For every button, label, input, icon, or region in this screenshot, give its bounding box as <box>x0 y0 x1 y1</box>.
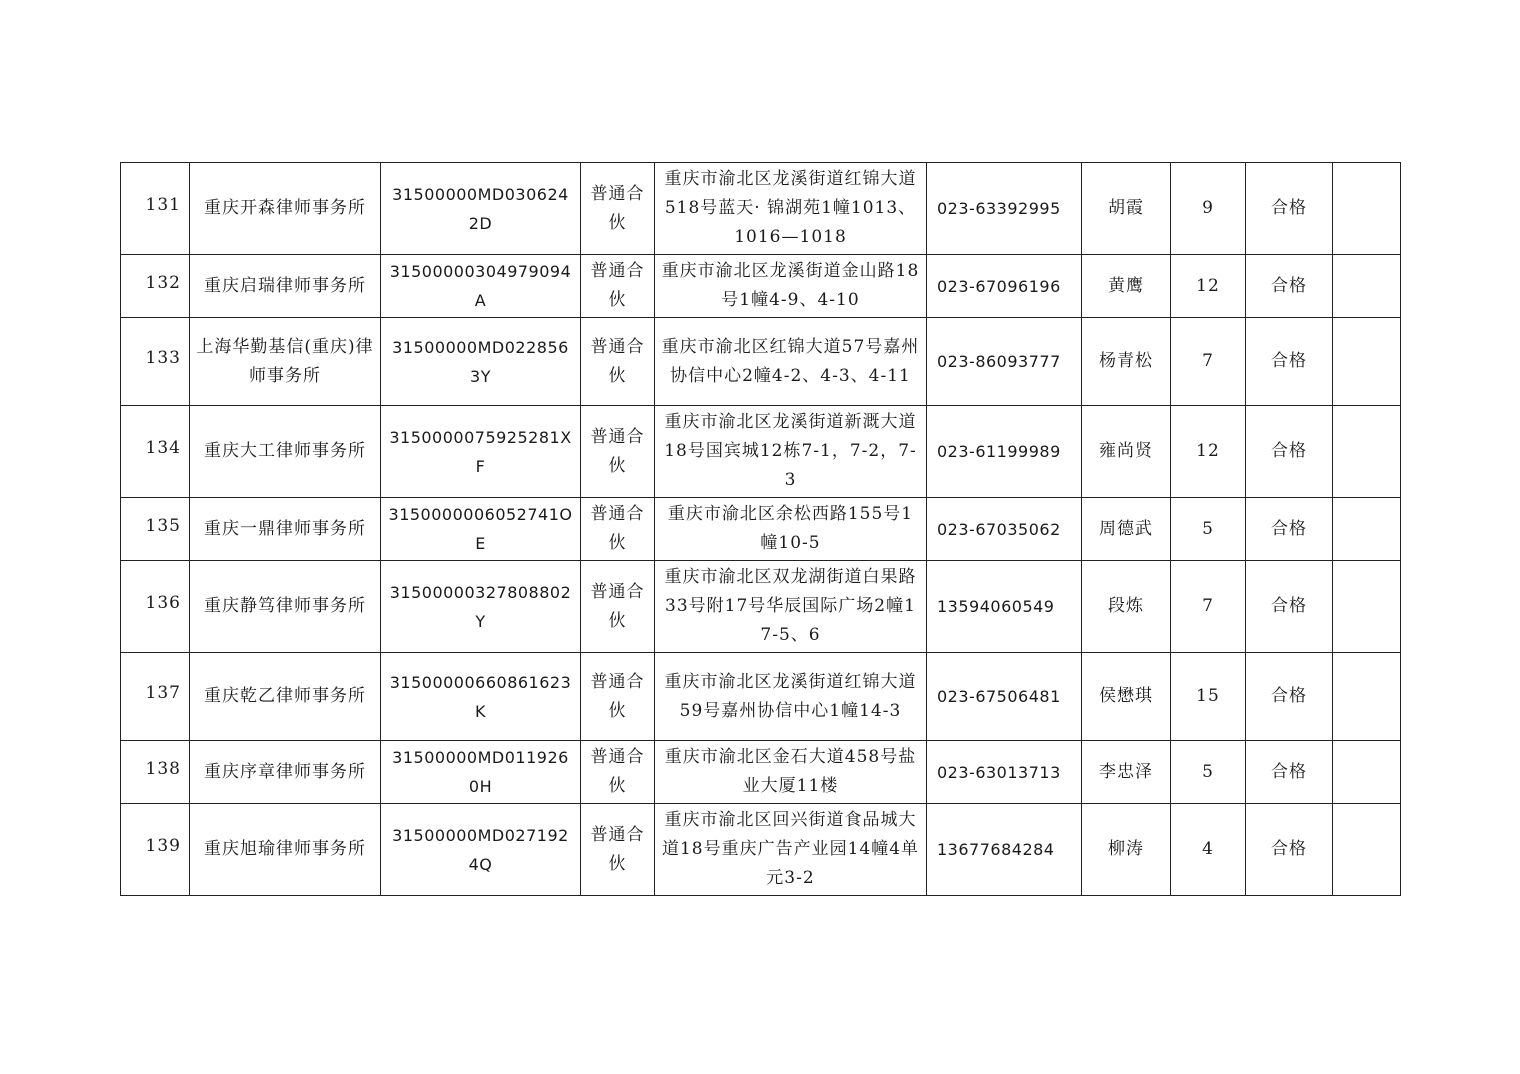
phone-cell: 023-86093777 <box>927 318 1082 406</box>
head-name-cell: 杨青松 <box>1082 318 1171 406</box>
lawyer-count-cell: 9 <box>1171 163 1246 255</box>
result-cell: 合格 <box>1246 561 1333 653</box>
head-name-cell: 黄鹰 <box>1082 255 1171 318</box>
organization-type-cell: 普通合伙 <box>581 406 655 498</box>
note-cell <box>1333 255 1401 318</box>
firm-name-cell: 重庆静笃律师事务所 <box>190 561 381 653</box>
result-cell: 合格 <box>1246 318 1333 406</box>
phone-cell: 023-67035062 <box>927 498 1082 561</box>
firm-name-cell: 上海华勤基信(重庆)律师事务所 <box>190 318 381 406</box>
organization-type-cell: 普通合伙 <box>581 804 655 896</box>
lawyer-count-cell: 12 <box>1171 255 1246 318</box>
phone-cell: 023-63013713 <box>927 741 1082 804</box>
row-number-cell: 132 <box>121 255 190 318</box>
lawyer-count-cell: 5 <box>1171 741 1246 804</box>
table-row <box>121 406 1401 498</box>
credit-code-cell: 31500000660861623K <box>381 653 581 741</box>
credit-code-cell: 31500000304979094A <box>381 255 581 318</box>
row-number-cell: 136 <box>121 561 190 653</box>
lawyer-count-cell: 12 <box>1171 406 1246 498</box>
lawyer-count-cell: 7 <box>1171 561 1246 653</box>
head-name-cell: 侯懋琪 <box>1082 653 1171 741</box>
lawyer-count-cell: 15 <box>1171 653 1246 741</box>
address-cell: 重庆市渝北区双龙湖街道白果路33号附17号华辰国际广场2幢17-5、6 <box>655 561 927 653</box>
row-number-cell: 134 <box>121 406 190 498</box>
note-cell <box>1333 163 1401 255</box>
result-cell: 合格 <box>1246 406 1333 498</box>
phone-cell: 023-63392995 <box>927 163 1082 255</box>
result-cell: 合格 <box>1246 498 1333 561</box>
result-cell: 合格 <box>1246 653 1333 741</box>
result-cell: 合格 <box>1246 741 1333 804</box>
table-row <box>121 653 1401 741</box>
credit-code-cell: 31500000MD0228563Y <box>381 318 581 406</box>
head-name-cell: 周德武 <box>1082 498 1171 561</box>
note-cell <box>1333 318 1401 406</box>
phone-cell: 023-67096196 <box>927 255 1082 318</box>
credit-code-cell: 31500000MD0271924Q <box>381 804 581 896</box>
firm-name-cell: 重庆一鼎律师事务所 <box>190 498 381 561</box>
row-number-cell: 135 <box>121 498 190 561</box>
phone-cell: 023-61199989 <box>927 406 1082 498</box>
lawyer-count-cell: 4 <box>1171 804 1246 896</box>
phone-cell: 023-67506481 <box>927 653 1082 741</box>
organization-type-cell: 普通合伙 <box>581 318 655 406</box>
head-name-cell: 段炼 <box>1082 561 1171 653</box>
organization-type-cell: 普通合伙 <box>581 653 655 741</box>
row-number-cell: 133 <box>121 318 190 406</box>
firm-name-cell: 重庆序章律师事务所 <box>190 741 381 804</box>
note-cell <box>1333 653 1401 741</box>
credit-code-cell: 31500000327808802Y <box>381 561 581 653</box>
address-cell: 重庆市渝北区回兴街道食品城大道18号重庆广告产业园14幢4单元3-2 <box>655 804 927 896</box>
table-row <box>121 561 1401 653</box>
address-cell: 重庆市渝北区龙溪街道新溉大道18号国宾城12栋7-1，7-2，7-3 <box>655 406 927 498</box>
address-cell: 重庆市渝北区龙溪街道红锦大道59号嘉州协信中心1幢14-3 <box>655 653 927 741</box>
result-cell: 合格 <box>1246 163 1333 255</box>
address-cell: 重庆市渝北区金石大道458号盐业大厦11楼 <box>655 741 927 804</box>
firm-name-cell: 重庆大工律师事务所 <box>190 406 381 498</box>
row-number-cell: 137 <box>121 653 190 741</box>
law-firm-table <box>120 162 1401 896</box>
credit-code-cell: 3150000075925281XF <box>381 406 581 498</box>
organization-type-cell: 普通合伙 <box>581 255 655 318</box>
table-row <box>121 498 1401 561</box>
note-cell <box>1333 561 1401 653</box>
note-cell <box>1333 498 1401 561</box>
address-cell: 重庆市渝北区龙溪街道金山路18号1幢4-9、4-10 <box>655 255 927 318</box>
firm-name-cell: 重庆乾乙律师事务所 <box>190 653 381 741</box>
head-name-cell: 雍尚贤 <box>1082 406 1171 498</box>
address-cell: 重庆市渝北区余松西路155号1幢10-5 <box>655 498 927 561</box>
table-row <box>121 804 1401 896</box>
organization-type-cell: 普通合伙 <box>581 498 655 561</box>
result-cell: 合格 <box>1246 255 1333 318</box>
lawyer-count-cell: 5 <box>1171 498 1246 561</box>
address-cell: 重庆市渝北区红锦大道57号嘉州协信中心2幢4-2、4-3、4-11 <box>655 318 927 406</box>
address-cell: 重庆市渝北区龙溪街道红锦大道518号蓝天· 锦湖苑1幢1013、1016—1018 <box>655 163 927 255</box>
organization-type-cell: 普通合伙 <box>581 741 655 804</box>
firm-name-cell: 重庆启瑞律师事务所 <box>190 255 381 318</box>
head-name-cell: 柳涛 <box>1082 804 1171 896</box>
credit-code-cell: 31500000MD0119260H <box>381 741 581 804</box>
note-cell <box>1333 406 1401 498</box>
table-row <box>121 163 1401 255</box>
firm-name-cell: 重庆开森律师事务所 <box>190 163 381 255</box>
table-row <box>121 318 1401 406</box>
phone-cell: 13677684284 <box>927 804 1082 896</box>
head-name-cell: 李忠泽 <box>1082 741 1171 804</box>
credit-code-cell: 31500000MD0306242D <box>381 163 581 255</box>
row-number-cell: 131 <box>121 163 190 255</box>
result-cell: 合格 <box>1246 804 1333 896</box>
note-cell <box>1333 741 1401 804</box>
row-number-cell: 138 <box>121 741 190 804</box>
credit-code-cell: 3150000006052741OE <box>381 498 581 561</box>
note-cell <box>1333 804 1401 896</box>
firm-name-cell: 重庆旭瑜律师事务所 <box>190 804 381 896</box>
organization-type-cell: 普通合伙 <box>581 163 655 255</box>
head-name-cell: 胡霞 <box>1082 163 1171 255</box>
table-row <box>121 741 1401 804</box>
lawyer-count-cell: 7 <box>1171 318 1246 406</box>
row-number-cell: 139 <box>121 804 190 896</box>
phone-cell: 13594060549 <box>927 561 1082 653</box>
table-row <box>121 255 1401 318</box>
organization-type-cell: 普通合伙 <box>581 561 655 653</box>
